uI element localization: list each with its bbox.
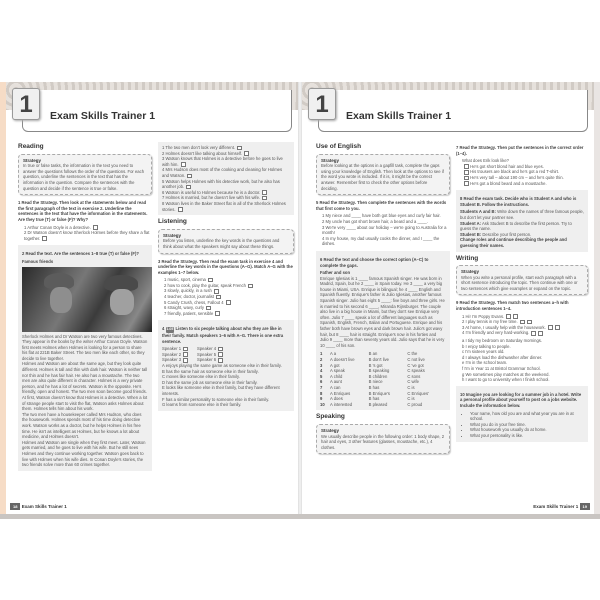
ex3-item: 2 how to cook, play the guitar, speak French xyxy=(158,283,294,289)
option-choice[interactable]: C wife xyxy=(407,379,419,385)
ex7-item: He's got short blond hair and blue eyes. xyxy=(456,164,588,170)
option-choice[interactable]: A speak xyxy=(330,368,345,374)
left-column xyxy=(316,142,450,459)
watson-face xyxy=(110,289,134,315)
answer-checkbox[interactable] xyxy=(93,225,98,230)
ex4-option: C moves like someone else in their family. xyxy=(162,374,240,380)
option-choice[interactable]: C the xyxy=(407,351,418,357)
option-choice[interactable]: B niece xyxy=(368,379,383,385)
ex9-sentence: e I'm in the school team. xyxy=(462,360,508,366)
option-choice[interactable]: B don't live xyxy=(368,357,390,362)
ex7-item: His trousers are black and he's got a red T-shirt. xyxy=(456,169,588,175)
ex3-item: 7 friendly, patient, sensible xyxy=(158,311,294,317)
answer-checkbox[interactable] xyxy=(216,295,221,300)
exercise-3-instruction: 3 Read the Strategy. Then read the exam task in exercise 4 and underline the key words in the questions (A–G). Match A–G with the examples 1–7 below. xyxy=(158,258,293,275)
section-heading-use-of-english: Use of English xyxy=(316,143,362,150)
speaker-slot: Speaker 4 xyxy=(197,346,232,352)
right-page xyxy=(302,82,600,516)
strategy-title: Strategy xyxy=(321,157,340,163)
reading-text-box xyxy=(18,245,152,470)
order-box[interactable] xyxy=(464,181,469,186)
ex4-option: A enjoys playing the same game as someone else in their family. xyxy=(162,363,282,368)
answer-checkbox[interactable] xyxy=(237,146,242,151)
answer-checkbox[interactable] xyxy=(244,151,249,156)
exercise-4-instruction: 4 1.05 Listen to six people talking about who they are like in their family. Match speakers 1–6 with A–G. There is one extra sentence. xyxy=(162,326,284,344)
speaker-slot: Speaker 3 xyxy=(162,357,197,363)
option-choice[interactable]: A doesn't live xyxy=(330,357,355,362)
strategy-title: Strategy xyxy=(163,232,182,238)
option-choice[interactable]: C Enriques' xyxy=(407,390,429,396)
options-table xyxy=(320,351,446,407)
exercise-2-instruction: 2 Read the text. Are the sentences 1–8 true (T) or false (F)? xyxy=(22,251,139,257)
unit-number: 1 xyxy=(12,88,40,120)
ex4-option: D has the same job as someone else in their family. xyxy=(162,379,258,385)
speaker-slot: Speaker 6 xyxy=(197,357,232,363)
option-choice[interactable]: A Enriques xyxy=(330,390,351,396)
ex7-item: He's got a blond beard and a moustache. xyxy=(456,181,588,187)
ex9-sentence: g We sometimes play matches at the weekend. xyxy=(462,371,550,377)
answer-checkbox[interactable] xyxy=(262,196,267,201)
paragraph: At first, Watson doesn't know that Holmes is a detective. When a lot of strange people start to visit the flat, Watson asks Holmes about them. Holmes tells him about his work. xyxy=(22,395,148,412)
tf-item: 3 Watson knows that Holmes is a detective before he goes to live with him. xyxy=(162,156,283,167)
ex3-item: 4 teacher, doctor, journalist xyxy=(158,294,294,300)
ex9-sentence: d I always load the dishwasher after dinner. xyxy=(462,354,543,360)
ex10-bullets xyxy=(460,411,584,439)
order-box[interactable] xyxy=(464,170,469,175)
answer-checkbox[interactable] xyxy=(42,236,47,241)
ex9-sentence: h I want to go to university when I finish school. xyxy=(462,377,550,383)
answer-checkbox[interactable] xyxy=(183,352,188,357)
ex3-item: 3 slowly, quickly, in a rush xyxy=(158,288,294,294)
answer-box[interactable] xyxy=(527,320,532,325)
strategy-text: Before looking at the options in a gapfill task, complete the gaps using your knowledge of English. Then look at the options to see if the word you wrote is included. If it is, it might be the correct answer. Remember first to check the other options before deciding. xyxy=(321,163,444,191)
right-column xyxy=(158,142,294,415)
speaker-slot: Speaker 2 xyxy=(162,352,197,358)
option-number: 2 xyxy=(320,357,323,362)
option-choice[interactable]: C speaks xyxy=(407,368,425,374)
option-choice[interactable]: B has xyxy=(368,396,380,402)
option-choice[interactable]: A got xyxy=(330,362,340,368)
true-false-box xyxy=(158,142,294,215)
book-spread xyxy=(0,82,600,518)
option-choice[interactable]: C is xyxy=(407,384,415,390)
ex3-item: 1 music, sport, cinema xyxy=(158,277,294,283)
text-title: Famous friends xyxy=(22,258,54,264)
answer-box[interactable] xyxy=(520,320,525,325)
option-choice[interactable]: B has xyxy=(368,384,380,390)
paragraph: Holmes and Watson are about the same age, but they look quite different. Holmes is tall and thin with dark hair. Watson is neither tall nor thin and he has fair hair. He also has a moustache. The two men are also quite different in character. Holmes is a very private person, and he has a lot of secrets. Watson is the opposite. He's friendly, open and honest. The two men soon become good friends. xyxy=(22,361,148,395)
tf-item: 7 Holmes is married, but he doesn't live with his wife. xyxy=(162,195,290,201)
exercise-7-instruction: 7 Read the Strategy. Then put the sentences in the correct order (1–4). xyxy=(456,145,584,156)
option-number: 3 xyxy=(320,362,323,368)
ex9-sentence: b I enjoy talking to people. xyxy=(462,343,511,349)
ex5-item[interactable]: 4 In my house, my dad usually cooks the dinner, and I ____ the dishes. xyxy=(322,235,440,247)
tf-item: 1 The two men don't look very different. xyxy=(162,145,290,151)
bullet-item: • What your personality is like. xyxy=(470,433,584,439)
answer-checkbox[interactable] xyxy=(218,358,223,363)
strategy-box-reading xyxy=(18,154,152,196)
option-number: 6 xyxy=(320,379,323,385)
book-edge xyxy=(0,514,600,519)
ex3-item: 6 straight, wavy, curly xyxy=(158,305,294,311)
section-heading-speaking: Speaking xyxy=(316,413,345,421)
exercise-10-box xyxy=(456,386,588,442)
strategy-title: Strategy xyxy=(461,269,480,275)
exercise-6-box xyxy=(316,251,450,410)
exercise-9-instruction: 9 Read the Strategy. Then match two sentences a–h with introduction sentences 1–4. xyxy=(456,300,569,312)
page-number: 18 xyxy=(10,503,20,510)
left-column xyxy=(18,142,152,475)
tf-item: 5 Watson helps Holmes with his detective work, but he also has another job. xyxy=(162,178,280,190)
option-choice[interactable]: C sons xyxy=(407,373,421,379)
gapfill-text: Enrique Iglesias is 1 ____ famous Spanish singer. He was born in Madrid, Spain, but he 2 ____ in Spain today. He 3 ____ a very big house in Miami, USA. Enrique is bilingual; he 4 ____ English and Spanish fluently. Enrique's father is Julio Iglesias, another famous Spanish singer. Julio has eight 5 ____: five boys and three girls. He is married to his second 6 ____, Miranda Rijnsburger. The couple also live in a big house in Miami, but they don't see Enrique very often. Julio 7 ____ speak a lot of different languages such as Spanish, English, French, Italian and Portuguese. Enrique and his father both have brown eyes and dark brown hair. Julio's got wavy hair, but 8 ____ hair is straight. Enrique's now in his forties and Julio 9 ____ more than seventy years old. Julio says that he is very 10 ____ of his son. xyxy=(320,275,445,348)
paragraph: Holmes and Watson are single when they first meet. Later, Watson gets married, and he goes to live with his wife. But he still sees Holmes and they continue working together. Watson goes back to live with Holmes when his wife dies. In Conan Doyle's stories, the two friends solve more than 60 crimes together. xyxy=(22,439,146,468)
tf-item: 2 Holmes doesn't like talking about himself. xyxy=(162,151,290,157)
section-heading-writing: Writing xyxy=(456,254,479,262)
section-heading-reading: Reading xyxy=(18,143,44,150)
ex7-question: What does Erik look like? xyxy=(462,158,510,164)
exercise-10-instruction: 10 Imagine you are looking for a summer job in a hotel. Write a personal profile about yourself to post on a jobs website. Include the information below. xyxy=(460,391,582,408)
tf-item: 8 Watson lives in the Baker Street flat in all of the Sherlock Holmes stories. xyxy=(162,200,286,212)
option-number: 7 xyxy=(320,384,323,390)
ex4-option: B has the same hair as someone else in their family. xyxy=(162,368,259,374)
answer-checkbox[interactable] xyxy=(186,185,191,190)
option-choice[interactable]: C is xyxy=(407,396,415,402)
page-title: Exam Skills Trainer 1 xyxy=(346,110,452,122)
strategy-text: Before you listen, underline the key words in the questions and think about what the speakers might say about these things. xyxy=(163,238,280,249)
ex3-item: 5 Candy Crush, chess, Fallout 4 xyxy=(158,300,294,306)
ex7-item: He's very tall – about 190 cm – and he's quite thin. xyxy=(456,175,588,181)
option-number: 4 xyxy=(320,368,323,374)
text-title: Father and son xyxy=(320,270,351,276)
option-number: 1 xyxy=(320,351,323,357)
answer-box[interactable] xyxy=(531,331,536,336)
exercise-6-instruction: 6 Read the text and choose the correct option (A–C) to complete the gaps. xyxy=(320,256,429,268)
option-choice[interactable]: C 've got xyxy=(407,362,424,368)
tf-item: 6 Watson is useful to Holmes because he is a doctor. xyxy=(162,190,290,196)
answer-checkbox[interactable] xyxy=(218,347,223,352)
option-choice[interactable]: B Enrique's xyxy=(368,390,390,396)
ex4-option: G learns from someone else in their family. xyxy=(162,402,242,408)
exercise-5-instruction: 5 Read the Strategy. Then complete the sentences with the words that first come to you. xyxy=(316,200,447,211)
answer-box[interactable] xyxy=(513,314,518,319)
paragraph: Sherlock Holmes and Dr Watson are two very famous detectives. They appear in the books by the writer Arthur Conan Doyle. Watson first meets Holmes when Holmes is looking for a person to share his flat at 221B Baker Street. The two men like each other, so they decide to live together. xyxy=(22,333,148,361)
strategy-box-listening xyxy=(158,229,294,254)
answer-box[interactable] xyxy=(548,325,553,330)
answer-box[interactable] xyxy=(555,325,560,330)
strategy-text: When you write a personal profile, start each paragraph with a short sentence introducing the topic. Then continue with one or two sentences which give examples or expand on the topic. xyxy=(461,274,578,291)
answer-checkbox[interactable] xyxy=(214,289,219,294)
ex8-change-roles: Change roles and continue describing the people and guessing their names. xyxy=(460,237,567,248)
page-title: Exam Skills Trainer 1 xyxy=(50,110,156,122)
speaker-grid xyxy=(162,346,232,363)
option-choice[interactable]: A does xyxy=(330,396,343,402)
ex9-sentences xyxy=(456,338,588,383)
ex1-item: 2 Dr Watson doesn't know Sherlock Holmes before they share a flat together. xyxy=(24,230,150,241)
strategy-box-speaking xyxy=(316,424,450,454)
holmes-watson-photo xyxy=(22,267,152,332)
option-number: 8 xyxy=(320,390,323,396)
ex1-item: 1 Arthur Conan Doyle is a detective. xyxy=(18,225,152,231)
strategy-text: In true or false tasks, the information in the text you need to answer the questions follows the order of the questions. For each question, underline the sentences in the text that has the information in the question. Compare the sentences with the question and decide if the sentence is true or false. xyxy=(23,163,145,191)
right-column xyxy=(456,142,588,446)
footer-title: Exam Skills Trainer 1 xyxy=(533,504,579,509)
option-choice[interactable]: B speaking xyxy=(368,368,390,374)
strategy-title: Strategy xyxy=(23,157,42,163)
ex9-sentence: a I tidy my bedroom on Saturday mornings. xyxy=(462,338,543,344)
answer-checkbox[interactable] xyxy=(218,352,223,357)
ex9-intro: 3 At home, I usually help with the housework. xyxy=(456,325,588,331)
order-box[interactable] xyxy=(464,176,469,181)
exercise-1-instruction: 1 Read the Strategy. Then look at the statements below and read the first paragraph of the text in exercise 2. Underline the sentences in the text that have the information in the statements. Are they true (T) or false (F)? Why? xyxy=(18,200,148,222)
option-choice[interactable]: C proud xyxy=(407,401,423,407)
speaker-slot: Speaker 1 xyxy=(162,346,197,352)
option-choice[interactable]: A aunt xyxy=(330,379,342,385)
strategy-title: Strategy xyxy=(321,427,340,433)
answer-checkbox[interactable] xyxy=(226,300,231,305)
ex5-item[interactable]: 3 We're very ____ about our holiday – we're going to Australia for a month! xyxy=(322,224,447,236)
option-choice[interactable]: A a xyxy=(330,351,337,357)
bullet-item: • Your name, how old you are and what year you are in at school. xyxy=(470,411,584,422)
section-heading-listening: Listening xyxy=(158,218,187,226)
option-choice[interactable]: B 's got xyxy=(368,362,383,368)
ex4-option: F has a similar personality to someone else in their family. xyxy=(162,396,270,402)
option-choice[interactable]: A interested xyxy=(330,401,353,407)
audio-track-badge[interactable]: 1.05 xyxy=(166,327,174,332)
holmes-face xyxy=(50,287,72,313)
ex5-item[interactable]: 1 My niece and ____ have both got blue eyes and curly fair hair. xyxy=(322,213,441,219)
ex9-intro: 2 I play tennis in my free time. xyxy=(456,319,588,325)
footer-title: Exam Skills Trainer 1 xyxy=(21,504,67,509)
option-choice[interactable]: A child xyxy=(330,373,343,379)
ex4-option: E looks like someone else in their family, but they have different interests. xyxy=(162,385,280,396)
answer-box[interactable] xyxy=(538,331,543,336)
option-choice[interactable]: A can xyxy=(330,384,341,390)
left-page xyxy=(0,82,298,516)
exercise-4-box xyxy=(158,320,294,410)
speaker-slot: Speaker 5 xyxy=(197,352,232,358)
page-number: 19 xyxy=(580,503,590,510)
order-box[interactable] xyxy=(464,164,469,169)
answer-checkbox[interactable] xyxy=(215,311,220,316)
answer-checkbox[interactable] xyxy=(262,190,267,195)
option-number: 10 xyxy=(320,401,325,407)
option-choice[interactable]: C not live xyxy=(407,357,425,362)
strategy-box-use-of-english xyxy=(316,154,450,196)
option-choice[interactable]: B pleased xyxy=(368,401,388,407)
option-choice[interactable]: B an xyxy=(368,351,378,357)
option-choice[interactable]: B children xyxy=(368,373,388,379)
answer-checkbox[interactable] xyxy=(183,347,188,352)
answer-box[interactable] xyxy=(506,314,511,319)
page-footer xyxy=(10,503,67,510)
bullet-item: • What you do in your free time. xyxy=(470,422,584,428)
exercise-8-instruction: 8 Read the exam task. Decide who is Student A and who is Student B. Follow the instructions. xyxy=(460,196,577,207)
exercise-8-box xyxy=(456,190,588,251)
ex8-student-b: Student B: Describe your first person. xyxy=(460,231,532,237)
answer-checkbox[interactable] xyxy=(208,278,213,283)
ex9-intro: 1 Hi! I'm Poppy Evans. xyxy=(456,314,588,320)
option-number: 5 xyxy=(320,373,323,379)
answer-checkbox[interactable] xyxy=(187,174,192,179)
tf-item: 4 Mrs Hudson does most of the cooking and cleaning for Holmes and Watson. xyxy=(162,167,283,178)
page-footer xyxy=(533,503,590,510)
answer-checkbox[interactable] xyxy=(181,162,186,167)
answer-checkbox[interactable] xyxy=(206,306,211,311)
ex5-item[interactable]: 2 My uncle has got short brown hair, a beard and a ____. xyxy=(322,218,428,224)
bullet-item: • What housework you usually do at home. xyxy=(470,427,584,433)
ex8-students-ab: Students A and B: Write down the names of three famous people, but don't let your partner see. xyxy=(460,209,584,220)
option-number: 9 xyxy=(320,396,323,402)
paragraph: The two men have a housekeeper called Mrs Hudson, who does the housework. Holmes spends most of his time doing detective work. Watson works as a doctor, but he helps Holmes in his free time. He isn't as intelligent as Holmes, but he knows a lot about medicine, and Holmes doesn't. xyxy=(22,411,142,440)
answer-checkbox[interactable] xyxy=(178,207,183,212)
strategy-text: We usually describe people in the following order: 1 body shape, 2 hair and eyes, 3 other features (glasses, moustache, etc.), 4 clothes. xyxy=(321,433,445,450)
ex8-student-a: Student A: Ask Student B to describe the first person. Try to guess the name. xyxy=(460,220,572,232)
strategy-box-writing xyxy=(456,265,588,295)
ex9-sentence: c I'm sixteen years old. xyxy=(462,349,505,355)
unit-number: 1 xyxy=(308,88,336,120)
answer-checkbox[interactable] xyxy=(183,358,188,363)
answer-checkbox[interactable] xyxy=(248,284,253,289)
ex9-sentence: f I'm in Year 11 at Bristol Grammar School. xyxy=(462,366,541,371)
ex9-intro: 4 I'm friendly and very hard-working. xyxy=(456,330,588,336)
